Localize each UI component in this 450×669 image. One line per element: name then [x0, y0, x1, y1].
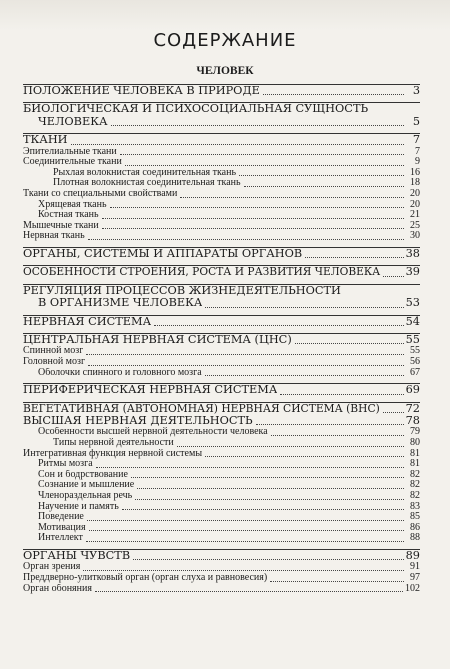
toc-page-number: 81 [410, 447, 420, 459]
dot-leader [383, 411, 404, 413]
dot-leader [102, 217, 404, 219]
toc-page-number: 80 [410, 437, 420, 448]
dot-leader [270, 580, 404, 582]
toc-entry-label: Нервная ткань [23, 231, 85, 242]
dot-leader [120, 153, 404, 155]
dot-leader [86, 353, 404, 355]
page-title: СОДЕРЖАНИЕ [153, 30, 297, 51]
toc-entry[interactable] [23, 438, 420, 449]
toc-entry[interactable] [23, 221, 420, 232]
toc-entry[interactable] [23, 346, 420, 357]
dot-leader [177, 445, 404, 447]
toc-entry[interactable] [23, 368, 420, 379]
toc-entry[interactable] [23, 178, 420, 189]
toc-entry-label: ОРГАНЫ, СИСТЕМЫ И АППАРАТЫ ОРГАНОВ [23, 247, 303, 260]
toc-entry-label: Интегративная функция нервной системы [23, 448, 203, 459]
toc-page-number: 54 [405, 314, 420, 328]
dot-leader [135, 498, 404, 500]
toc-page-number: 78 [405, 414, 420, 427]
toc-page-number: 79 [410, 426, 420, 438]
page-top-bleed [0, 0, 450, 30]
dot-leader [96, 466, 404, 468]
toc-page-number: 30 [410, 230, 420, 242]
toc-entry-label: ОСОБЕННОСТИ СТРОЕНИЯ, РОСТА И РАЗВИТИЯ ЧЕЛОВЕКА [23, 265, 381, 279]
dot-leader [154, 324, 403, 326]
toc-page-number: 5 [412, 114, 420, 128]
toc-entry-label: Особенности высшей нервной деятельности человека [38, 427, 268, 438]
toc-page-number: 67 [410, 366, 420, 378]
dot-leader [271, 434, 404, 436]
dot-leader [205, 455, 404, 457]
toc-entry-label: Мотивация [38, 522, 86, 533]
dot-leader [125, 164, 404, 166]
toc-entry-label: Мышечные ткани [23, 220, 99, 231]
toc-page-number: 56 [410, 356, 420, 367]
toc-heading-entry[interactable] [23, 247, 420, 260]
toc-entry-label: Научение и память [38, 501, 119, 512]
toc-entry-label: НЕРВНАЯ СИСТЕМА [23, 315, 152, 328]
toc-page-number: 86 [410, 521, 420, 533]
toc-heading-entry[interactable] [23, 549, 420, 562]
dot-leader [89, 529, 404, 531]
toc-heading-entry[interactable] [23, 116, 420, 128]
toc-page-number: 97 [410, 571, 420, 583]
toc-entry-label: ПЕРИФЕРИЧЕСКАЯ НЕРВНАЯ СИСТЕМА [23, 384, 278, 397]
toc-page-number: 55 [405, 333, 420, 346]
toc-entry[interactable] [23, 449, 420, 460]
toc-entry-label: В ОРГАНИЗМЕ ЧЕЛОВЕКА [38, 297, 203, 310]
toc-entry[interactable] [23, 357, 420, 368]
toc-entry[interactable] [23, 480, 420, 491]
toc-heading-entry[interactable] [23, 415, 420, 427]
toc-heading-entry[interactable] [23, 402, 420, 415]
toc-entry-label: Орган обоняния [23, 583, 92, 594]
dot-leader [383, 275, 404, 277]
toc-page-number: 21 [410, 209, 420, 221]
toc-heading-entry[interactable] [23, 333, 420, 346]
toc-page-number: 82 [410, 479, 420, 491]
dot-leader [280, 393, 403, 395]
toc-entry-label: Орган зрения [23, 562, 81, 573]
dot-leader [295, 342, 404, 344]
toc-entry-label: Эпителиальные ткани [23, 146, 117, 157]
dot-leader [305, 256, 403, 258]
dot-leader [180, 196, 404, 198]
dot-leader [110, 206, 404, 208]
toc-heading-entry[interactable] [23, 383, 420, 396]
toc-entry[interactable] [23, 512, 420, 523]
toc-entry[interactable] [23, 470, 420, 481]
toc-page-number: 3 [412, 84, 420, 97]
dot-leader [256, 423, 404, 425]
toc-page-number: 55 [410, 345, 420, 357]
toc-entry-label: ОРГАНЫ ЧУВСТВ [23, 549, 131, 562]
dot-leader [88, 364, 404, 366]
toc-entry-label: Сон и бодрствование [38, 469, 128, 480]
toc-entry[interactable] [23, 168, 420, 179]
toc-entry-label: Хрящевая ткань [38, 199, 107, 210]
toc-page-number: 20 [410, 198, 420, 210]
toc-heading-line [23, 102, 420, 115]
toc-page-number: 20 [410, 188, 420, 199]
toc-heading-entry[interactable] [23, 315, 420, 328]
dot-leader [263, 93, 404, 95]
toc-entry-label: Спинной мозг [23, 346, 84, 357]
dot-leader [95, 590, 403, 592]
table-of-contents [23, 84, 420, 594]
dot-leader [86, 540, 404, 542]
toc-entry[interactable] [23, 523, 420, 534]
dot-leader [111, 124, 404, 126]
toc-page-number: 89 [405, 548, 420, 562]
toc-page-number: 7 [415, 145, 420, 157]
toc-entry-label: Сознание и мышление [38, 480, 135, 491]
toc-heading-line [23, 284, 420, 297]
toc-page-number: 83 [410, 500, 420, 512]
toc-entry[interactable] [23, 573, 420, 584]
toc-entry[interactable] [23, 584, 420, 595]
dot-leader [122, 508, 404, 510]
toc-entry[interactable] [23, 459, 420, 470]
toc-page-number: 85 [410, 511, 420, 523]
toc-entry[interactable] [23, 200, 420, 211]
toc-entry[interactable] [23, 210, 420, 221]
toc-entry-label: Ритмы мозга [38, 459, 93, 470]
dot-leader [102, 227, 404, 229]
dot-leader [71, 143, 404, 145]
toc-entry[interactable] [23, 157, 420, 168]
toc-entry-label: Головной мозг [23, 357, 86, 367]
toc-heading-entry[interactable] [23, 265, 420, 278]
toc-page-number: 88 [410, 532, 420, 544]
toc-entry[interactable] [23, 147, 420, 158]
dot-leader [244, 185, 404, 187]
toc-entry[interactable] [23, 562, 420, 573]
dot-leader [239, 174, 404, 176]
toc-heading-text: РЕГУЛЯЦИЯ ПРОЦЕССОВ ЖИЗНЕДЕЯТЕЛЬНОСТИ [23, 284, 341, 297]
dot-leader [131, 476, 404, 478]
dot-leader [205, 306, 403, 308]
toc-page-number: 91 [410, 561, 420, 573]
toc-page-number: 82 [410, 468, 420, 480]
toc-page-number: 39 [405, 265, 420, 279]
toc-entry-label: Интеллект [38, 533, 83, 544]
toc-entry[interactable] [23, 502, 420, 513]
toc-page-number: 102 [405, 582, 420, 594]
toc-heading-entry[interactable] [23, 297, 420, 309]
toc-entry-label: Оболочки спинного и головного мозга [38, 367, 202, 378]
toc-page-number: 69 [405, 383, 420, 397]
toc-entry[interactable] [23, 231, 420, 242]
toc-entry-label: Плотная волокнистая соединительная ткань [53, 178, 241, 189]
dot-leader [87, 519, 404, 521]
toc-entry-label: ЦЕНТРАЛЬНАЯ НЕРВНАЯ СИСТЕМА (ЦНС) [23, 334, 292, 346]
toc-page-number: 82 [410, 489, 420, 501]
toc-entry-label: Ткани со специальными свойствами [23, 189, 178, 199]
toc-entry-label: ВЕГЕТАТИВНАЯ (АВТОНОМНАЯ) НЕРВНАЯ СИСТЕМА (ВНС) [23, 401, 380, 415]
toc-entry-label: ЧЕЛОВЕКА [38, 115, 108, 128]
toc-heading-text: БИОЛОГИЧЕСКАЯ И ПСИХОСОЦИАЛЬНАЯ СУЩНОСТЬ [23, 103, 369, 116]
toc-page-number: 53 [405, 296, 420, 310]
dot-leader [137, 487, 404, 489]
toc-heading-entry[interactable] [23, 84, 420, 97]
toc-page-number: 16 [410, 166, 420, 178]
toc-heading-entry[interactable] [23, 133, 420, 146]
toc-entry-label: Преддверно-улитковый орган (орган слуха и равновесия) [23, 572, 268, 583]
toc-page-number: 72 [405, 401, 420, 415]
toc-page-number: 18 [410, 177, 420, 189]
toc-entry-label: ТКАНИ [23, 134, 68, 147]
toc-page-number: 25 [410, 219, 420, 231]
toc-entry[interactable] [23, 491, 420, 502]
dot-leader [133, 558, 403, 560]
toc-entry[interactable] [23, 189, 420, 200]
section-heading: ЧЕЛОВЕК [196, 65, 254, 77]
toc-entry-label: Рыхлая волокнистая соединительная ткань [53, 167, 237, 178]
toc-entry-label: Членораздельная речь [38, 490, 133, 501]
toc-entry[interactable] [23, 533, 420, 544]
toc-page-number: 7 [412, 133, 420, 147]
dot-leader [205, 374, 404, 376]
toc-entry[interactable] [23, 427, 420, 438]
dot-leader [83, 569, 404, 571]
toc-entry-label: Типы нервной деятельности [53, 438, 174, 448]
toc-entry-label: ВЫСШАЯ НЕРВНАЯ ДЕЯТЕЛЬНОСТЬ [23, 415, 253, 427]
toc-page-number: 9 [415, 156, 420, 168]
toc-entry-label: ПОЛОЖЕНИЕ ЧЕЛОВЕКА В ПРИРОДЕ [23, 85, 260, 97]
toc-page-number: 38 [405, 246, 420, 260]
toc-entry-label: Поведение [38, 512, 84, 523]
toc-entry-label: Соединительные ткани [23, 157, 122, 168]
dot-leader [88, 238, 404, 240]
toc-page-number: 81 [410, 458, 420, 470]
toc-entry-label: Костная ткань [38, 210, 99, 221]
